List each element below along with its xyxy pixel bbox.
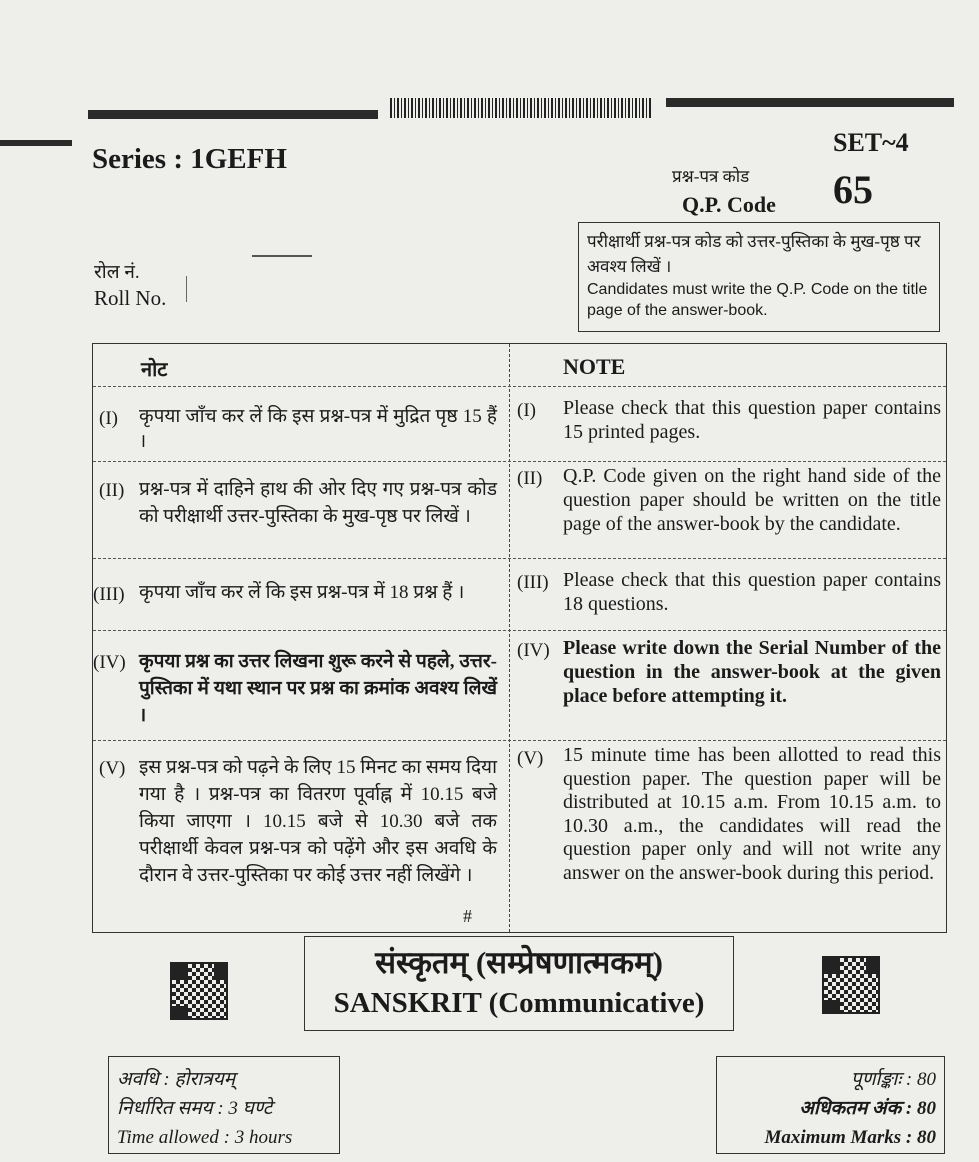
note-item-number-hindi: (I) — [99, 408, 118, 429]
note-item-number: (III) — [517, 572, 549, 593]
time-line-hindi: निर्धारित समय : 3 घण्टे — [117, 1098, 273, 1119]
row-divider — [93, 558, 946, 559]
note-item-number-hindi: (V) — [99, 758, 126, 779]
qr-code-left — [170, 962, 228, 1020]
set-label: SET~4 — [833, 128, 909, 157]
note-heading-hindi: नोट — [141, 359, 168, 381]
header-rule-left — [88, 110, 378, 119]
subject-title: SANSKRIT (Communicative) — [333, 987, 705, 1019]
note-item-hindi: कृपया जाँच कर लें कि इस प्रश्न-पत्र में 18 प्रश्न हैं । — [139, 582, 465, 603]
time-allowed-label: Time allowed : — [117, 1127, 235, 1148]
note-item: Please check that this question paper contains 18 questions. — [563, 569, 941, 615]
margin-rule — [0, 140, 72, 146]
qr-code-right — [822, 956, 880, 1014]
subject-box — [304, 936, 734, 1031]
note-item-number: (IV) — [517, 640, 550, 661]
qp-code-label: Q.P. Code — [682, 192, 776, 217]
subject-title-sanskrit: संस्कृतम् (सम्प्रेषणात्मकम्) — [375, 945, 663, 980]
roll-label-hindi: रोल नं. — [94, 262, 140, 283]
time-box — [108, 1056, 340, 1154]
note-item: Please write down the Serial Number of the question in the answer-book at the given place before attempting it. — [563, 637, 941, 707]
series-label: Series : 1GEFH — [92, 143, 287, 175]
note-item-hindi: कृपया प्रश्न का उत्तर लिखना शुरू करने से पहले, उत्तर-पुस्तिका में यथा स्थान पर प्रश्न का क्रमांक अवश्य लिखें । — [139, 651, 497, 726]
qp-instruction-box — [578, 222, 940, 332]
qp-code-value: 65 — [833, 167, 873, 212]
note-item-hindi: इस प्रश्न-पत्र को पढ़ने के लिए 15 मिनट का समय दिया गया है । प्रश्न-पत्र का वितरण पूर्वाह्न में 10.15 बजे किया जाएगा । 10.15 बजे से 10.30 बजे तक परीक्षार्थी केवल प्रश्न-पत्र को पढ़ेंगे और इस अवधि के दौरान वे उत्तर-पुस्तिका पर कोई उत्तर नहीं लिखेंगे । — [139, 757, 497, 886]
hash-mark: # — [463, 906, 472, 926]
roll-number-field[interactable] — [252, 255, 312, 257]
note-item-number: (V) — [517, 748, 544, 769]
row-divider — [93, 630, 946, 631]
row-divider — [93, 740, 946, 741]
marks-line-hindi: अधिकतम अंक : 80 — [799, 1098, 936, 1119]
qp-instruction-hindi: परीक्षार्थी प्रश्न-पत्र कोड को उत्तर-पुस्तिका के मुख-पृष्ठ पर अवश्य लिखें । — [587, 232, 921, 276]
marks-line-sanskrit: पूर्णाङ्काः : 80 — [850, 1069, 936, 1090]
marks-box — [716, 1056, 945, 1154]
roll-number-mark — [186, 276, 187, 302]
maximum-marks: Maximum Marks : 80 — [764, 1127, 936, 1148]
note-item: Please check that this question paper contains 15 printed pages. — [563, 397, 941, 443]
time-allowed-value: 3 hours — [234, 1127, 293, 1148]
row-divider — [93, 461, 946, 462]
barcode — [390, 98, 652, 118]
column-divider — [509, 344, 510, 932]
qp-code-label-hindi: प्रश्न-पत्र कोड — [672, 167, 750, 186]
note-item-number-hindi: (II) — [99, 480, 125, 501]
note-item: 15 minute time has been allotted to read this question paper. The question paper will be distributed at 10.15 a.m. From 10.15 a.m. to 10.30 a.m., the candidates will read the question paper only and will not write any answer on the answer-book during this period. — [563, 744, 941, 884]
time-line-sanskrit: अवधि : होरात्रयम् — [117, 1069, 236, 1090]
note-item-number: (II) — [517, 468, 543, 489]
note-item-number-hindi: (III) — [93, 584, 125, 605]
row-divider — [93, 386, 946, 387]
qp-instruction-english: Candidates must write the Q.P. Code on the title page of the answer-book. — [587, 281, 928, 319]
note-item-hindi: कृपया जाँच कर लें कि इस प्रश्न-पत्र में मुद्रित पृष्ठ 15 हैं । — [139, 406, 497, 452]
note-item-hindi: प्रश्न-पत्र में दाहिने हाथ की ओर दिए गए प्रश्न-पत्र कोड को परीक्षार्थी उत्तर-पुस्तिका के मुख-पृष्ठ पर लिखें । — [139, 479, 497, 527]
note-table — [92, 343, 947, 933]
note-heading: NOTE — [563, 354, 626, 379]
note-item-number: (I) — [517, 400, 536, 421]
note-item-number-hindi: (IV) — [93, 652, 126, 673]
roll-label: Roll No. — [94, 286, 167, 310]
header-rule-right — [666, 98, 954, 107]
time-allowed — [117, 1123, 331, 1152]
note-item: Q.P. Code given on the right hand side of the question paper should be written on the title page of the answer-book by the candidate. — [563, 465, 941, 535]
